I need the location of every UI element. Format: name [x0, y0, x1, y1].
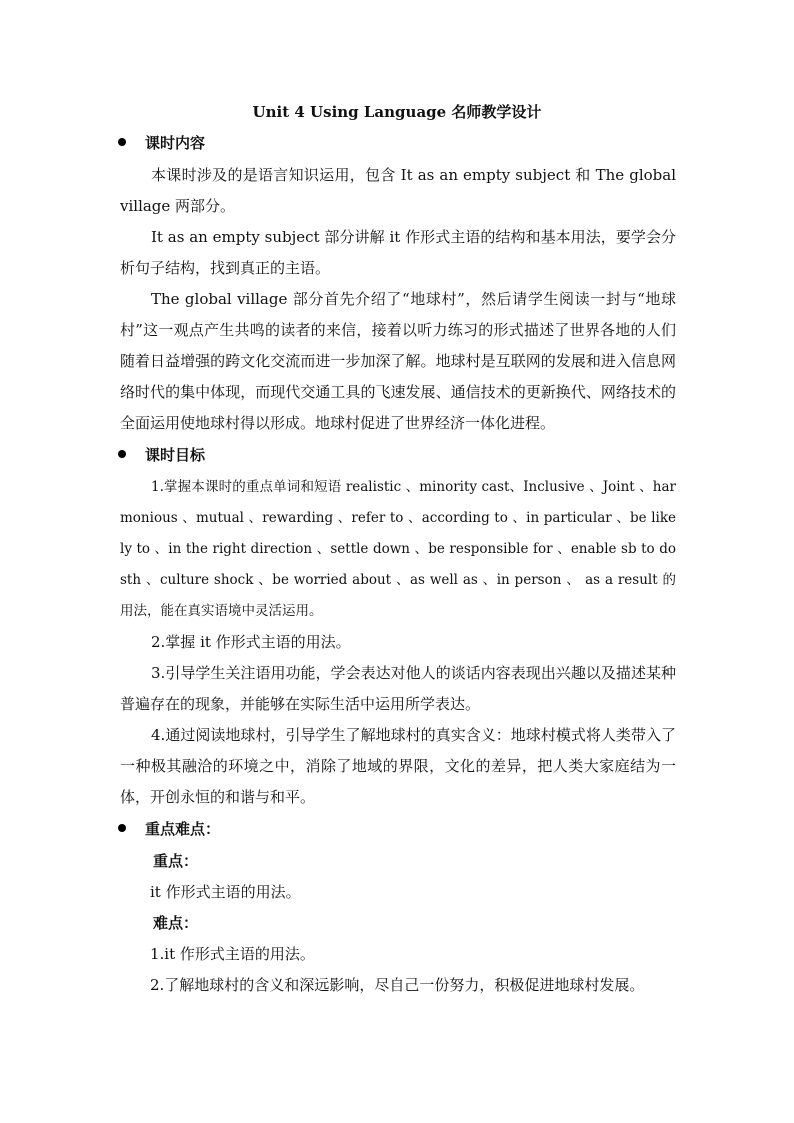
- section-heading-label: 课时内容: [145, 134, 206, 152]
- difficulty-item-2: 2.了解地球村的含义和深远影响，尽自己一份努力，积极促进地球村发展。: [150, 976, 645, 994]
- section-heading-keypoints: [118, 817, 220, 841]
- page-title: Unit 4 Using Language 名师教学设计: [252, 103, 542, 121]
- section-heading-goals: [118, 443, 205, 467]
- content-paragraph-2: It as an empty subject 部分讲解 it 作形式主语的结构和基本用法，要学会分析句子结构，找到真正的主语。: [120, 228, 676, 277]
- section-heading-content: [118, 131, 205, 155]
- content-paragraph-3: The global village 部分首先介绍了“地球村”，然后请学生阅读一封与“地球村”这一观点产生共鸣的读者的来信，接着以听力练习的形式描述了世界各地的人们随着日益增强的跨文化交流而进一步加深了解。地球村是互联网的发展和进入信息网络时代的集中体现，而现代交通工具的飞速发展、通信技术的更新换代、网络技术的全面运用使地球村得以形成。地球村促进了世界经济一体化进程。: [120, 290, 676, 432]
- content-paragraph-1: 本课时涉及的是语言知识运用，包含 It as an empty subject 和 The global village 两部分。: [120, 166, 676, 215]
- difficulty-item-1: 1.it 作形式主语的用法。: [150, 945, 315, 963]
- goal-item-4: 4.通过阅读地球村，引导学生了解地球村的真实含义：地球村模式将人类带入了一种极其融洽的环境之中，消除了地域的界限，文化的差异，把人类大家庭结为一体，开创永恒的和谐与和平。: [120, 726, 676, 806]
- bullet-icon: [118, 138, 126, 146]
- difficulty-label: 难点：: [153, 914, 199, 932]
- bullet-icon: [118, 824, 126, 832]
- goal-item-3: 3.引导学生关注语用功能，学会表达对他人的谈话内容表现出兴趣以及描述某种普遍存在的现象，并能够在实际生活中运用所学表达。: [120, 664, 676, 713]
- section-heading-label: 重点难点：: [145, 820, 221, 838]
- bullet-icon: [118, 450, 126, 458]
- section-heading-label: 课时目标: [145, 446, 206, 464]
- goal-item-2: 2.掌握 it 作形式主语的用法。: [151, 633, 351, 651]
- key-item-1: it 作形式主语的用法。: [150, 883, 301, 901]
- key-label: 重点：: [153, 852, 199, 870]
- goal-item-1: 1.掌握本课时的重点单词和短语 realistic 、minority cast、Inclusive 、Joint 、harmonious 、mutual 、rewarding 、refer to 、according to 、in particular 、be likely to 、in the right direction 、settle down 、be responsible for 、enable sb to do sth 、culture shock 、be worried about 、as well as 、in person 、 as a result 的用法，能在真实语境中灵活运用。: [120, 479, 676, 619]
